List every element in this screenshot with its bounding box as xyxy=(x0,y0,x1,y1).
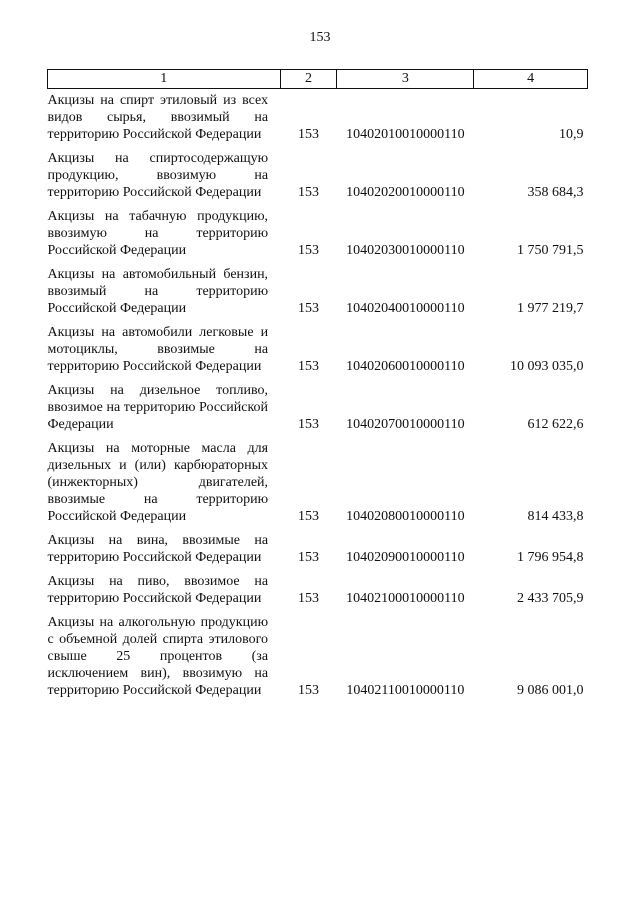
row-amount: 1 796 954,8 xyxy=(517,550,584,565)
row-name: Акцизы на вина, ввозимые на территорию Российской Федерации xyxy=(47,533,269,565)
row-name: Акцизы на табачную продукцию, ввозимую на территорию Российской Федерации xyxy=(47,209,269,258)
row-admin-code: 153 xyxy=(297,127,319,142)
row-budget-code: 10402060010000110 xyxy=(346,359,465,374)
row-name: Акцизы на алкогольную продукцию с объемной долей спирта этилового свыше 25 процентов (за исключением вин), ввозимую на территорию Российской Федерации xyxy=(47,615,269,698)
column-header-3: 3 xyxy=(337,70,474,89)
row-admin-code: 153 xyxy=(297,550,319,565)
row-name: Акцизы на автомобили легковые и мотоциклы, ввозимые на территорию Российской Федерации xyxy=(47,325,269,374)
row-admin-code: 153 xyxy=(297,683,319,698)
table-row xyxy=(48,263,588,321)
row-budget-code: 10402110010000110 xyxy=(346,683,465,698)
row-budget-code: 10402030010000110 xyxy=(346,243,465,258)
page-number: 153 xyxy=(309,30,331,45)
table-row xyxy=(48,611,588,703)
row-admin-code: 153 xyxy=(297,591,319,606)
row-name: Акцизы на дизельное топливо, ввозимое на территорию Российской Федерации xyxy=(47,383,269,432)
row-amount: 1 977 219,7 xyxy=(517,301,584,316)
row-amount: 814 433,8 xyxy=(527,509,584,524)
row-amount: 2 433 705,9 xyxy=(517,591,584,606)
row-budget-code: 10402020010000110 xyxy=(346,185,465,200)
row-amount: 612 622,6 xyxy=(527,417,584,432)
table-header-row xyxy=(48,70,588,89)
table-row xyxy=(48,529,588,570)
column-header-4: 4 xyxy=(474,70,588,89)
row-amount: 10 093 035,0 xyxy=(510,359,584,374)
row-budget-code: 10402080010000110 xyxy=(346,509,465,524)
row-name: Акцизы на спиртосодержащую продукцию, ввозимую на территорию Российской Федерации xyxy=(47,151,269,200)
table-row xyxy=(48,89,588,148)
row-budget-code: 10402070010000110 xyxy=(346,417,465,432)
table-row xyxy=(48,437,588,529)
row-name: Акцизы на спирт этиловый из всех видов сырья, ввозимый на территорию Российской Федерации xyxy=(47,93,269,142)
row-budget-code: 10402040010000110 xyxy=(346,301,465,316)
column-header-1: 1 xyxy=(48,70,281,89)
row-admin-code: 153 xyxy=(297,417,319,432)
row-amount: 9 086 001,0 xyxy=(517,683,584,698)
row-admin-code: 153 xyxy=(297,359,319,374)
row-amount: 1 750 791,5 xyxy=(517,243,584,258)
row-amount: 358 684,3 xyxy=(527,185,584,200)
table-header xyxy=(48,70,588,89)
row-admin-code: 153 xyxy=(297,301,319,316)
row-name: Акцизы на автомобильный бензин, ввозимый на территорию Российской Федерации xyxy=(47,267,269,316)
table-row xyxy=(48,147,588,205)
row-budget-code: 10402090010000110 xyxy=(346,550,465,565)
column-header-2: 2 xyxy=(280,70,337,89)
row-amount: 10,9 xyxy=(559,127,584,142)
table-row xyxy=(48,379,588,437)
row-name: Акцизы на моторные масла для дизельных и (или) карбюраторных (инжекторных) двигателей, ввозимые на территорию Российской Федерации xyxy=(47,441,269,524)
row-admin-code: 153 xyxy=(297,509,319,524)
excise-revenue-table xyxy=(47,69,588,703)
row-name: Акцизы на пиво, ввозимое на территорию Российской Федерации xyxy=(47,574,269,606)
row-budget-code: 10402100010000110 xyxy=(346,591,465,606)
table-row xyxy=(48,205,588,263)
table-row xyxy=(48,321,588,379)
row-admin-code: 153 xyxy=(297,243,319,258)
table-body xyxy=(48,89,588,704)
row-admin-code: 153 xyxy=(297,185,319,200)
row-budget-code: 10402010010000110 xyxy=(346,127,465,142)
table-row xyxy=(48,570,588,611)
